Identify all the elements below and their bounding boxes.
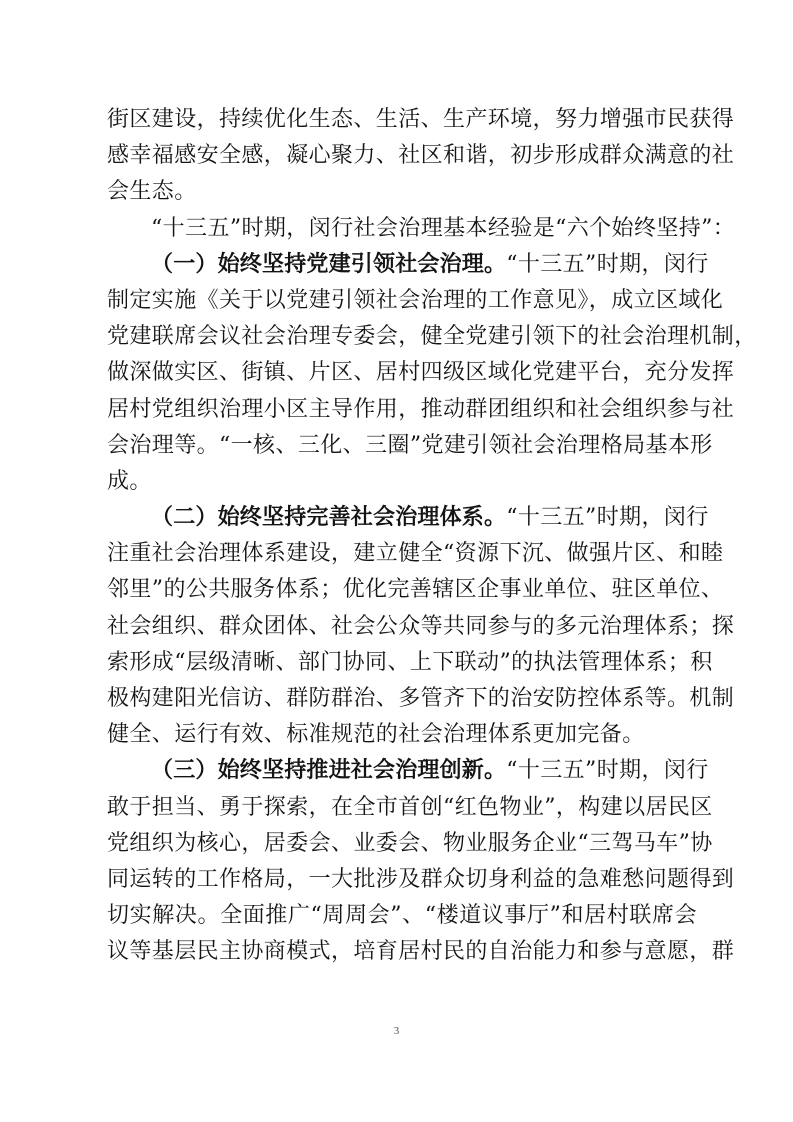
text-span: “十三五”时期，闵行 bbox=[506, 505, 709, 531]
text-line: 同运转的工作格局，一大批涉及群众切身利益的急难愁问题得到 bbox=[107, 866, 735, 892]
text-line: 会治理等。“一核、三化、三圈”党建引领社会治理格局基本形 bbox=[107, 432, 713, 458]
text-line: 索形成“层级清晰、部门协同、上下联动”的执法管理体系；积 bbox=[107, 649, 713, 675]
text-line: 议等基层民主协商模式，培育居村民的自治能力和参与意愿，群 bbox=[107, 939, 735, 965]
body-text bbox=[107, 102, 757, 971]
text-line: 制定实施《关于以党建引领社会治理的工作意见》，成立区域化 bbox=[107, 287, 724, 313]
text-line: 敢于担当、勇于探索，在全市首创“红色物业”，构建以居民区 bbox=[107, 794, 713, 820]
text-line: 做深做实区、街镇、片区、居村四级区域化党建平台，充分发挥 bbox=[107, 360, 735, 386]
text-line: “十三五”时期，闵行社会治理基本经验是“六个始终坚持”： bbox=[151, 215, 736, 241]
text-line: 党建联席会议社会治理专委会，健全党建引领下的社会治理机制， bbox=[107, 324, 757, 350]
page-number: 3 bbox=[393, 1025, 400, 1037]
text-line: 邻里”的公共服务体系；优化完善辖区企事业单位、驻区单位、 bbox=[107, 577, 724, 603]
section-heading: （三）始终坚持推进社会治理创新。 bbox=[151, 758, 507, 784]
section-heading: （一）始终坚持党建引领社会治理。 bbox=[151, 251, 507, 277]
text-line: 居村党组织治理小区主导作用，推动群团组织和社会组织参与社 bbox=[107, 396, 735, 422]
text-line bbox=[107, 500, 709, 536]
text-span: “十三五”时期，闵行 bbox=[506, 758, 709, 784]
text-line bbox=[107, 753, 709, 789]
text-line: 社会组织、群众团体、社会公众等共同参与的多元治理体系；探 bbox=[107, 613, 735, 639]
text-line bbox=[107, 247, 709, 283]
text-line: 感幸福感安全感，凝心聚力、社区和谐，初步形成群众满意的社 bbox=[107, 143, 735, 169]
text-span: “十三五”时期，闵行 bbox=[506, 251, 709, 277]
text-line: 极构建阳光信访、群防群治、多管齐下的治安防控体系等。机制 bbox=[107, 686, 735, 711]
text-line: 党组织为核心，居委会、业委会、物业服务企业“三驾马车”协 bbox=[107, 830, 713, 856]
text-line: 成。 bbox=[107, 468, 152, 494]
text-line: 健全、运行有效、标准规范的社会治理体系更加完备。 bbox=[107, 722, 645, 748]
text-line: 街区建设，持续优化生态、生活、生产环境，努力增强市民获得 bbox=[107, 107, 735, 132]
text-line: 会生态。 bbox=[107, 179, 197, 205]
section-heading: （二）始终坚持完善社会治理体系。 bbox=[151, 505, 507, 531]
text-line: 切实解决。全面推广“周周会”、“楼道议事厅”和居村联席会 bbox=[107, 903, 697, 929]
text-line: 注重社会治理体系建设，建立健全“资源下沉、做强片区、和睦 bbox=[107, 541, 724, 567]
